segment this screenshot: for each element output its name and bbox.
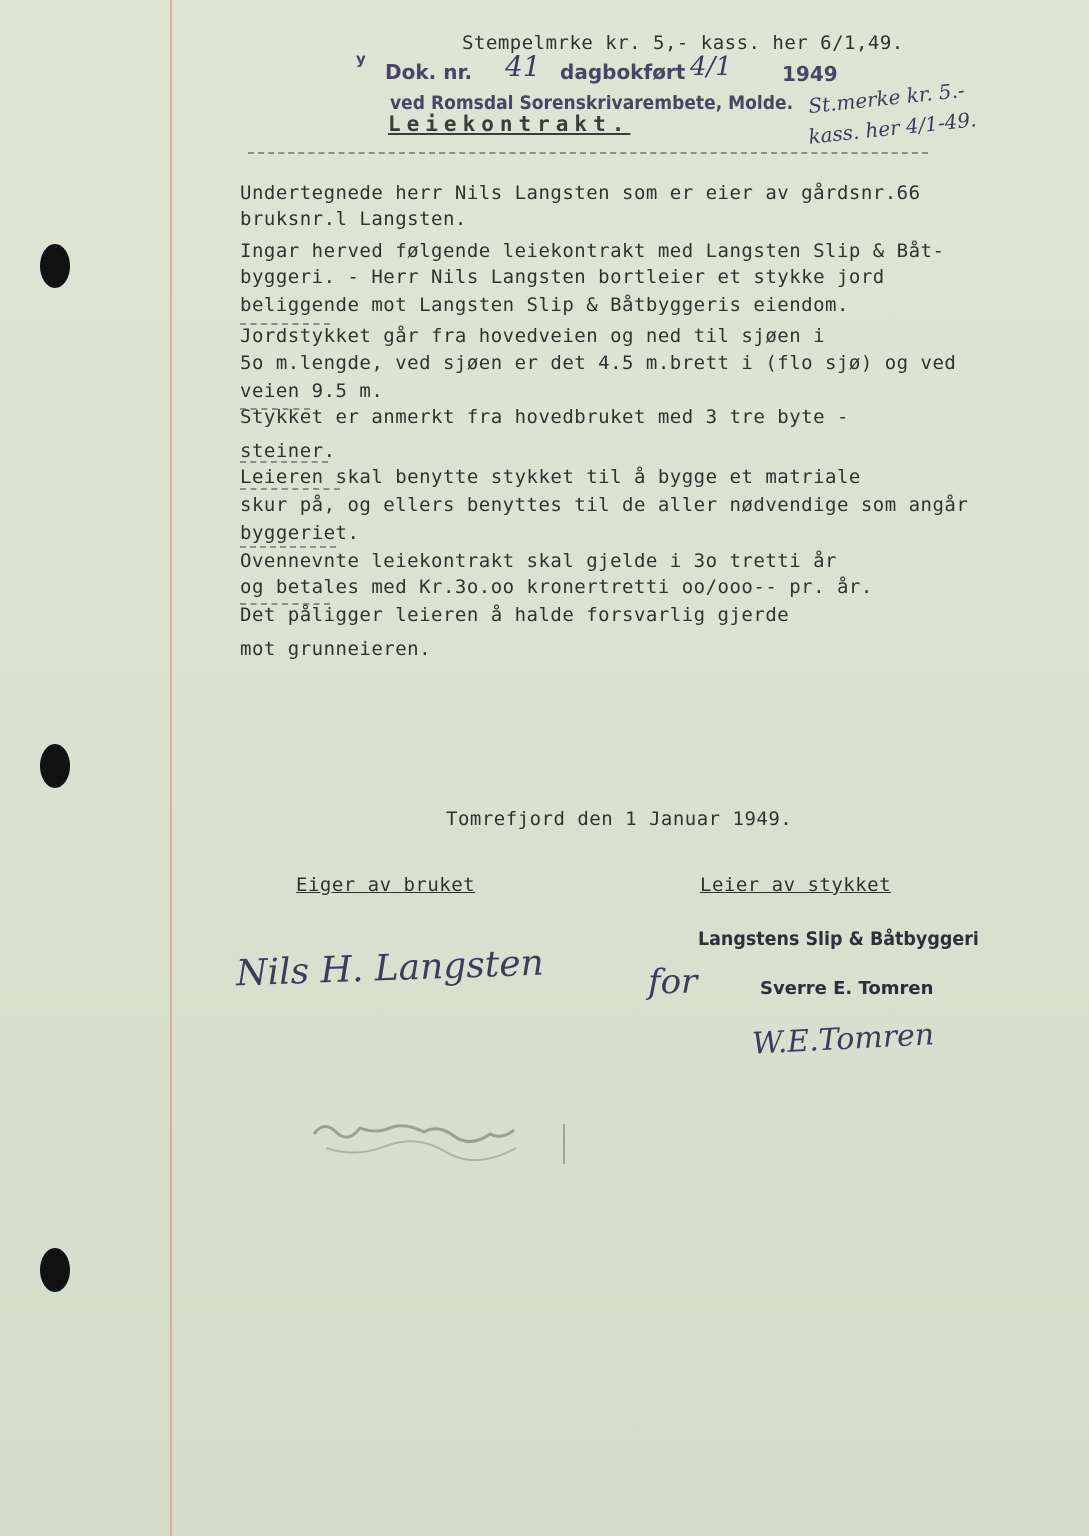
tenant-initials-signature: W.E.Tomren — [751, 1017, 935, 1062]
divider — [240, 488, 340, 490]
body-line: steiner. — [240, 440, 336, 462]
tenant-prefix: for — [648, 962, 698, 1002]
ink-smudge — [306, 1104, 586, 1184]
hand-note-line2: kass. her 4/1-49. — [807, 107, 978, 149]
dok-label: Dok. nr. — [385, 60, 473, 84]
office-stamp: ved Romsdal Sorenskrivarembete, Molde. — [390, 92, 794, 114]
hand-note-line1: St.merke kr. 5.- — [807, 77, 966, 119]
divider — [240, 461, 328, 463]
owner-signature: Nils H. Langsten — [235, 942, 545, 995]
body-line: 5o m.lengde, ved sjøen er det 4.5 m.brett i (flo sjø) og ved — [240, 352, 957, 374]
body-line: Stykket er anmerkt fra hovedbruket med 3 tre byte - — [240, 406, 849, 428]
dagbok-date: 4/1 — [690, 52, 732, 82]
body-line: Det påligger leieren å halde forsvarlig gjerde — [240, 604, 790, 626]
tenant-person-stamp: Sverre E. Tomren — [760, 978, 934, 999]
body-line: Undertegnede herr Nils Langsten som er eier av gårdsnr.66 — [240, 182, 921, 204]
tenant-label: Leier av stykket — [700, 874, 892, 896]
divider — [248, 152, 928, 154]
divider — [240, 546, 336, 548]
dagbok-label: dagbokført — [560, 60, 686, 84]
body-line: beliggende mot Langsten Slip & Båtbyggeris eiendom. — [240, 294, 849, 316]
body-line: Leieren skal benytte stykket til å bygge et matriale — [240, 466, 861, 488]
dok-number: 41 — [505, 50, 541, 83]
body-line: skur på, og ellers benyttes til de aller nødvendige som angår — [240, 494, 969, 516]
mark-y: y — [356, 50, 366, 68]
body-line: Ovennevnte leiekontrakt skal gjelde i 3o tretti år — [240, 550, 837, 572]
body-line: Ingar herved følgende leiekontrakt med Langsten Slip & Båt- — [240, 240, 945, 262]
body-line: byggeriet. — [240, 522, 360, 544]
body-line: veien 9.5 m. — [240, 380, 384, 402]
body-line: byggeri. - Herr Nils Langsten bortleier et stykke jord — [240, 266, 885, 288]
document-title: Leiekontrakt. — [388, 112, 631, 136]
body-line: og betales med Kr.3o.oo kronertretti oo/ooo-- pr. år. — [240, 576, 873, 598]
margin-line — [170, 0, 172, 1536]
body-line: Jordstykket går fra hovedveien og ned til sjøen i — [240, 325, 826, 347]
punch-hole — [40, 744, 70, 788]
year: 1949 — [782, 62, 838, 86]
punch-hole — [40, 1248, 70, 1292]
stamp-fee-note: Stempelmrke kr. 5,- kass. her 6/1,49. — [462, 32, 904, 54]
body-line: bruksnr.l Langsten. — [240, 208, 467, 230]
owner-label: Eiger av bruket — [296, 874, 476, 896]
punch-hole — [40, 244, 70, 288]
tenant-company-stamp: Langstens Slip & Båtbyggeri — [698, 928, 979, 950]
place-date: Tomrefjord den 1 Januar 1949. — [446, 808, 793, 830]
body-line: mot grunneieren. — [240, 638, 432, 660]
